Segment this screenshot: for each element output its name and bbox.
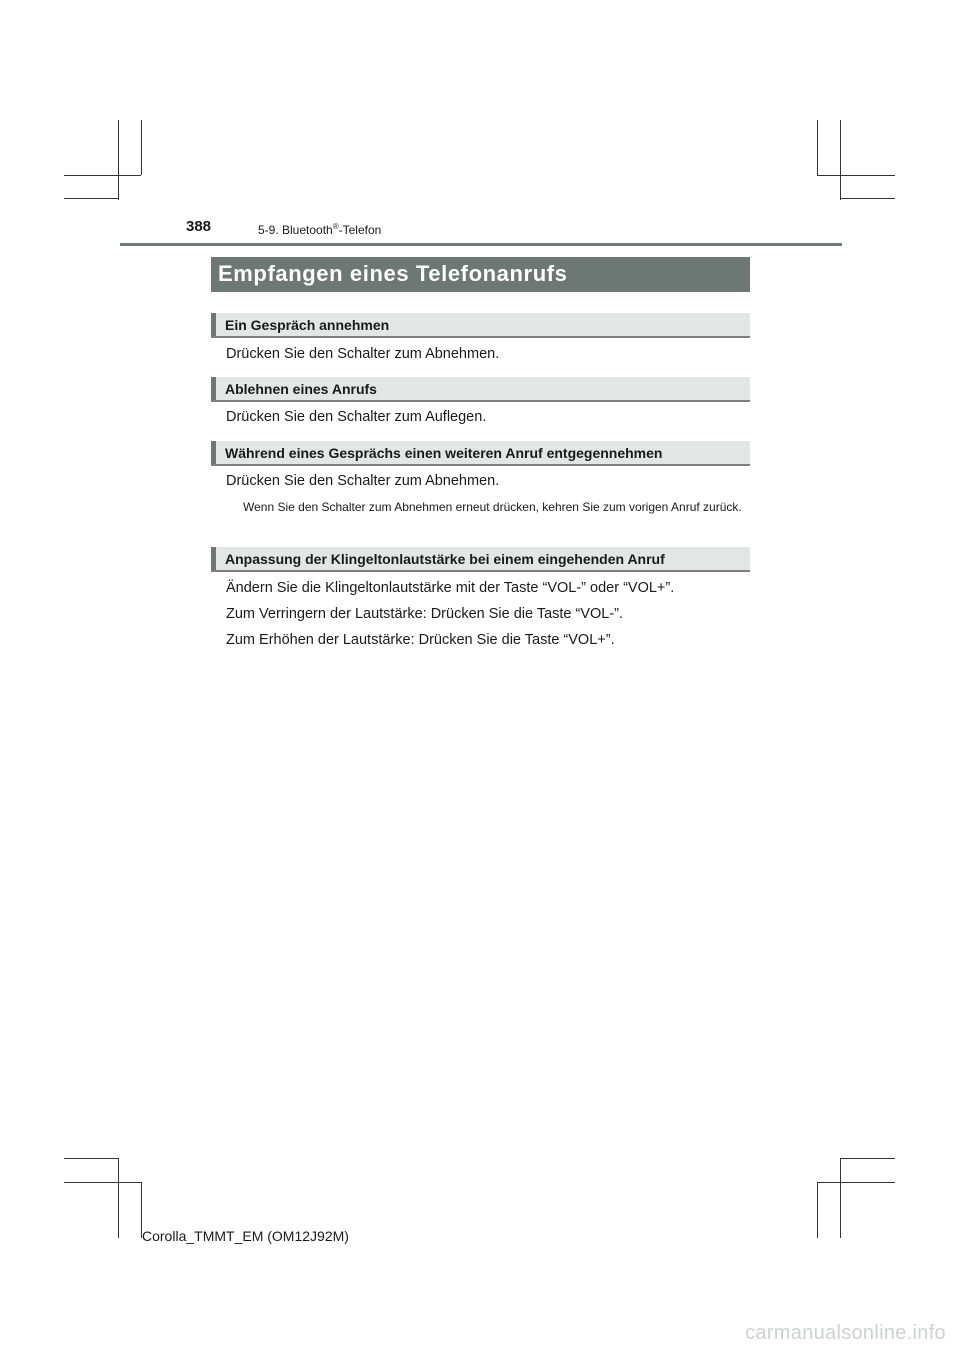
section-heading-reject-call — [211, 377, 750, 402]
body-text: Drücken Sie den Schalter zum Abnehmen. — [226, 473, 500, 489]
crop-mark-top-left-h1 — [64, 175, 141, 176]
crop-mark-bottom-left-v1 — [118, 1158, 119, 1238]
crop-mark-top-left-v2 — [141, 120, 142, 175]
section-heading-second-call — [211, 441, 750, 466]
page-number: 388 — [186, 218, 212, 235]
section-heading-text: Ein Gespräch annehmen — [225, 317, 390, 333]
note-text: Wenn Sie den Schalter zum Abnehmen erneut drücken, kehren Sie zum vorigen Anruf zurück. — [243, 500, 742, 514]
running-head-suffix: -Telefon — [338, 223, 382, 237]
body-text: Ändern Sie die Klingeltonlautstärke mit der Taste “VOL-” oder “VOL+”. — [226, 580, 675, 596]
crop-mark-bottom-right-v1 — [817, 1182, 818, 1238]
registered-mark: ® — [332, 222, 339, 231]
section-heading-text: Ablehnen eines Anrufs — [225, 381, 377, 397]
watermark: carmanualsonline.info — [745, 1322, 946, 1344]
crop-mark-top-right-h1 — [817, 175, 895, 176]
crop-mark-top-right-v1 — [817, 120, 818, 175]
crop-mark-bottom-left-h2 — [64, 1182, 141, 1183]
body-text: Drücken Sie den Schalter zum Auflegen. — [226, 409, 487, 425]
crop-mark-bottom-right-h1 — [840, 1158, 895, 1159]
crop-mark-top-right-v2 — [840, 120, 841, 200]
body-text: Zum Verringern der Lautstärke: Drücken Sie die Taste “VOL-”. — [226, 606, 624, 622]
header-rule — [120, 243, 842, 246]
section-heading-ringtone-volume — [211, 547, 750, 572]
running-head — [258, 222, 381, 237]
crop-mark-top-right-h2 — [840, 198, 895, 199]
section-heading-text: Anpassung der Klingeltonlautstärke bei einem eingehenden Anruf — [225, 551, 665, 567]
section-heading-text: Während eines Gesprächs einen weiteren Anruf entgegennehmen — [225, 445, 663, 461]
crop-mark-bottom-right-v2 — [840, 1158, 841, 1238]
running-head-prefix: 5-9. Bluetooth — [258, 223, 333, 237]
crop-mark-bottom-right-h2 — [817, 1182, 895, 1183]
page-title: Empfangen eines Telefonanrufs — [211, 257, 750, 292]
crop-mark-top-left-h2 — [64, 198, 119, 199]
body-text: Zum Erhöhen der Lautstärke: Drücken Sie die Taste “VOL+”. — [226, 632, 615, 648]
crop-mark-top-left-v1 — [118, 120, 119, 200]
footer-document-code: Corolla_TMMT_EM (OM12J92M) — [142, 1228, 349, 1244]
body-text: Drücken Sie den Schalter zum Abnehmen. — [226, 346, 500, 362]
section-heading-answer-call — [211, 313, 750, 338]
crop-mark-bottom-left-h1 — [64, 1158, 119, 1159]
